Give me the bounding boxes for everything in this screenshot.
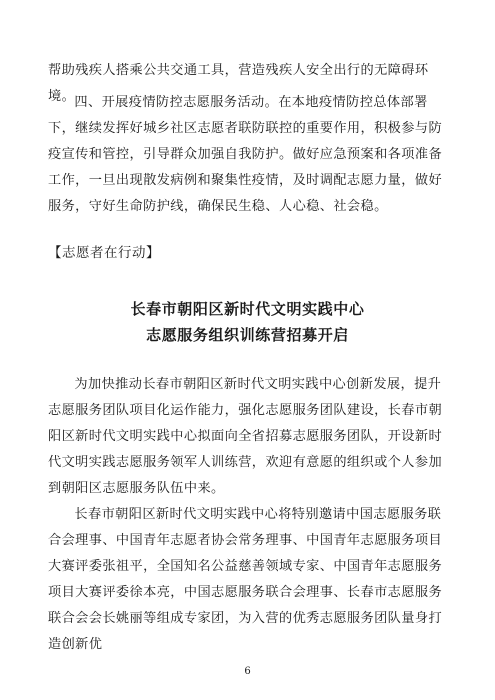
section-tag: 【志愿者在行动】 (48, 245, 160, 261)
paragraph-expert-team: 长春市朝阳区新时代文明实践中心将特别邀请中国志愿服务联合会理事、中国青年志愿者协会常务理事、中国青年志愿服务项目大赛评委张祖平，全国知名公益慈善领域专家、中国青年志愿服务项目大赛评委徐本亮，中国志愿服务联合会理事、长春市志愿服务联合会会长姚丽等组成专家团，为入营的优秀志愿服务团队量身打造创新优 (48, 507, 443, 652)
article-title-line2: 志愿服务组织训练营招募开启 (146, 326, 349, 344)
article-title-line1: 长春市朝阳区新时代文明实践中心 (130, 300, 365, 318)
paragraph-accessible-transport: 帮助残疾人搭乘公共交通工具，营造残疾人安全出行的无障碍环境。 (48, 63, 429, 104)
paragraph-recruitment-intro: 为加快推动长春市朝阳区新时代文明实践中心创新发展，提升志愿服务团队项目化运作能力，强化志愿服务团队建设，长春市朝阳区新时代文明实践中心拟面向全省招募志愿服务团队，开设新时代文明实践志愿服务领军人训练营，欢迎有意愿的组织或个人参加到朝阳区志愿服务队伍中来。 (48, 377, 443, 496)
page-number: 6 (244, 666, 251, 677)
paragraph-epidemic-volunteer: 四、开展疫情防控志愿服务活动。在本地疫情防控总体部署下，继续发挥好城乡社区志愿者联防联控的重要作用，积极参与防疫宣传和管控，引导群众加强自我防护。做好应急预案和各项准备工作，一旦出现散发病例和聚集性疫情，及时调配志愿力量，做好服务，守好生命防护线，确保民生稳、人心稳、社会稳。 (48, 95, 443, 214)
